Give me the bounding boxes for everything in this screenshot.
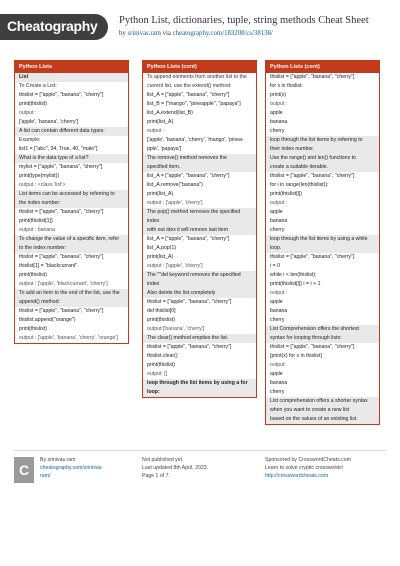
cheat-row: ['apple', 'banana', 'cherry']	[19, 119, 79, 125]
footer-divider	[14, 450, 386, 451]
cheat-row: print(x)	[270, 92, 287, 98]
cheat-row: [print(x) for x in thislist]	[270, 353, 322, 359]
cheat-row: thislist[1] = "blackcurrant"	[19, 263, 78, 269]
footer-author-link-cont[interactable]: ram/	[40, 473, 51, 479]
column-3	[265, 60, 380, 425]
section-body	[143, 73, 256, 397]
cheat-row: thislist = ["apple", "banana", "cherry"]	[19, 308, 104, 314]
cheat-row: syntax for looping through lists:	[266, 334, 379, 343]
cheat-row: banana	[270, 218, 288, 224]
cheat-row: ['apple', 'banana', 'cherry', 'mango', 'pinea-	[147, 137, 244, 143]
cheat-row: To change the value of a specific item, refer	[15, 235, 128, 244]
cheat-row: loop through the list items by referring to	[266, 136, 379, 145]
byline-via: via	[162, 30, 171, 37]
cheat-row: list_A.remove("banana")	[147, 182, 203, 188]
cheat-row: thislist = ["apple", "banana", "cherry"]	[270, 344, 355, 350]
cheat-row: apple	[270, 299, 283, 305]
cheat-row: cherry	[270, 389, 285, 395]
cheat-row: with out idex it will remove last item	[143, 226, 256, 235]
cheat-row: To append elements from another list to the	[147, 74, 247, 80]
cheat-row: List comprehension offers a shorter syntax	[266, 397, 379, 406]
section-body	[15, 73, 128, 343]
cheat-row: print(thislist)	[19, 326, 47, 332]
cheat-row: print(thislist)	[147, 317, 175, 323]
cheat-row: What is the data type of a list?	[15, 154, 128, 163]
cheat-row: the index number:	[15, 199, 128, 208]
footer-author-link[interactable]: cheatography.com/srinivas-	[40, 465, 104, 471]
byline	[119, 30, 273, 37]
cheat-row: based on the values of an existing list.	[266, 415, 379, 424]
cheat-row: cherry	[270, 128, 285, 134]
cheat-row: The pop() method removes the specified	[143, 208, 256, 217]
footer-author-name: srinivas.ram	[47, 457, 76, 463]
cheat-row: pple', 'papaya']	[147, 146, 182, 152]
cheat-row: A list can contain different data types:	[15, 127, 128, 136]
cheat-row: thislist = ["apple", "banana", "cherry"]	[147, 344, 232, 350]
cheat-row: List items can be accessed by referring to	[15, 190, 128, 199]
cheat-row: when you want to create a new list	[266, 406, 379, 415]
cheat-row: print(thislist[i]) i = i + 1	[270, 281, 321, 287]
cheat-row: output: []	[147, 371, 168, 377]
cheat-row: output : ['apple', 'blackcurrant', 'cherry']	[19, 281, 108, 287]
cheat-row: list_A = ["apple", "banana", "cherry"]	[147, 173, 230, 179]
cheat-row: loop.	[266, 244, 379, 253]
cheat-row: To Create a List:	[19, 83, 57, 89]
sheet-url-link[interactable]: cheatography.com/183208/cs/38138/	[172, 30, 273, 37]
logo-text: Cheatography	[7, 18, 98, 34]
page-footer	[0, 452, 400, 512]
cheat-row: print(thislist[i])	[270, 191, 302, 197]
cheat-row: thislist = ["apple", "banana", "cherry"]	[147, 299, 232, 305]
cheat-row: index	[143, 217, 256, 226]
section-heading: Python Lists (cont)	[266, 61, 379, 73]
cheat-row: output : <class 'list'>	[19, 182, 66, 188]
column-2	[142, 60, 257, 398]
page-number: Page 1 of 7.	[142, 473, 170, 479]
cheat-row: i = 0	[270, 263, 280, 269]
cheat-row: output :	[270, 101, 288, 107]
sponsor-link[interactable]: http://crosswordcheats.com	[265, 473, 329, 479]
cheat-row: print(type(mylist))	[19, 173, 60, 179]
sponsor-line: Sponsored by CrosswordCheats.com	[265, 457, 351, 463]
cheat-row: output :	[147, 128, 165, 134]
cheat-row: To add an item to the end of the list, use the	[15, 289, 128, 298]
cheat-row: list_A.pop(1)	[147, 245, 177, 251]
cheat-row: output :	[270, 200, 288, 206]
page-title: Python List, dictionaries, tuple, string methods Cheat Sheet	[119, 15, 369, 26]
cheat-row: banana	[270, 380, 288, 386]
cheatography-logo[interactable]	[0, 14, 108, 40]
cheat-row: thislist = ["apple", "banana", "cherry"]	[270, 254, 355, 260]
section-heading: Python Lists	[15, 61, 128, 73]
cheat-row: append() method:	[15, 298, 128, 307]
section-body	[266, 73, 379, 424]
cheat-row: thislist = ["apple", "banana", "cherry"]	[19, 92, 104, 98]
cheat-row: thislist = ["apple", "banana", "cherry"]	[19, 209, 104, 215]
cheat-row: List Comprehension offers the shortest	[266, 325, 379, 334]
cheat-row: create a suitable iterable.	[266, 163, 379, 172]
cheat-row: loop:	[143, 388, 256, 397]
author-link[interactable]: srinivas.ram	[127, 30, 161, 37]
cheat-row: Use the range() and len() functions to	[266, 154, 379, 163]
cheat-row: print(list_A)	[147, 119, 174, 125]
cheat-row: List	[15, 73, 128, 82]
cheat-row: cherry	[270, 317, 285, 323]
cheat-row: The remove() method removes the	[143, 154, 256, 163]
cheat-row: The ""del keyword removes the specified	[143, 271, 256, 280]
cheat-row: output :	[270, 290, 288, 296]
author-avatar[interactable]: C	[14, 457, 34, 483]
cheat-row: thislist.append("orange")	[19, 317, 76, 323]
cheat-row: apple	[270, 110, 283, 116]
cheat-row: list_A.extend(list_B)	[147, 110, 193, 116]
cheat-row: mylist = ["apple", "banana", "cherry"]	[19, 164, 103, 170]
cheat-row: thislist.clear()	[147, 353, 178, 359]
cheat-row: print(thislist)	[147, 362, 175, 368]
cheat-row: loop through the list items by using a for	[143, 379, 256, 388]
cheat-row: Also delete the list completely	[143, 289, 256, 298]
published-status: Not published yet.	[142, 457, 184, 463]
cheat-row: list1 = ["abc", 34, True, 40, "male"]	[19, 146, 98, 152]
cheat-row: output : ['apple', 'banana', 'cherry', 'orange']	[19, 335, 118, 341]
sponsor-tagline: Learn to solve cryptic crosswords!	[265, 465, 344, 471]
footer-meta	[142, 456, 208, 480]
cheat-row: for x in thislist:	[270, 83, 303, 89]
cheat-row: print(list_A)	[147, 191, 174, 197]
footer-author	[40, 456, 103, 480]
cheat-row: output : ['apple', 'cherry']	[147, 263, 203, 269]
cheat-row: while i < len(thislist):	[270, 272, 317, 278]
cheat-row: to the index number:	[15, 244, 128, 253]
cheat-row: current list, use the extend() method:	[147, 83, 232, 89]
cheat-row: list_A = ["apple", "banana", "cherry"]	[147, 236, 230, 242]
cheat-row: thislist = ["apple", "banana", "cherry"]	[19, 254, 104, 260]
cheat-row: output:	[270, 362, 286, 368]
cheat-row: print(thislist)	[19, 101, 47, 107]
cheat-row: output:['banana', 'cherry']	[147, 326, 205, 332]
cheat-row: list_B = ["mango", "pineapple", "papaya"]	[147, 101, 241, 107]
cheat-row: list_A = ["apple", "banana", "cherry"]	[147, 92, 230, 98]
cheat-row: apple	[270, 371, 283, 377]
cheat-row: print(thislist[1])	[19, 218, 53, 224]
cheat-row: thislist = ["apple", "banana", "cherry"]	[270, 74, 355, 80]
page-header	[0, 0, 400, 54]
cheat-row: output :	[19, 110, 37, 116]
cheat-row: specified item.	[143, 163, 256, 172]
cheat-row: print(list_A)	[147, 254, 174, 260]
cheat-row: The clear() method empties the list.	[143, 334, 256, 343]
footer-author-prefix: By	[40, 457, 47, 463]
cheat-row: index	[143, 280, 256, 289]
footer-sponsor	[265, 456, 351, 480]
cheat-row: print(thislist)	[19, 272, 47, 278]
cheat-row: del thislist[0]	[147, 308, 176, 314]
cheat-row: Example:	[19, 137, 41, 143]
cheat-row: for i in range(len(thislist)):	[270, 182, 329, 188]
cheat-row: thislist = ["apple", "banana", "cherry"]	[270, 173, 355, 179]
section-heading: Python Lists (cont)	[143, 61, 256, 73]
cheat-row: banana	[270, 308, 288, 314]
column-1	[14, 60, 129, 344]
cheat-row: output : banana	[19, 227, 56, 233]
cheat-row: their index number.	[266, 145, 379, 154]
cheat-row: loop through the list items by using a while	[266, 235, 379, 244]
cheat-row: apple	[270, 209, 283, 215]
byline-prefix: by	[119, 30, 126, 37]
cheat-row: banana	[270, 119, 288, 125]
last-updated: Last updated 8th April, 2023.	[142, 465, 209, 471]
cheat-row: output : ['apple', 'cherry']	[147, 200, 203, 206]
cheat-row: cherry	[270, 227, 285, 233]
